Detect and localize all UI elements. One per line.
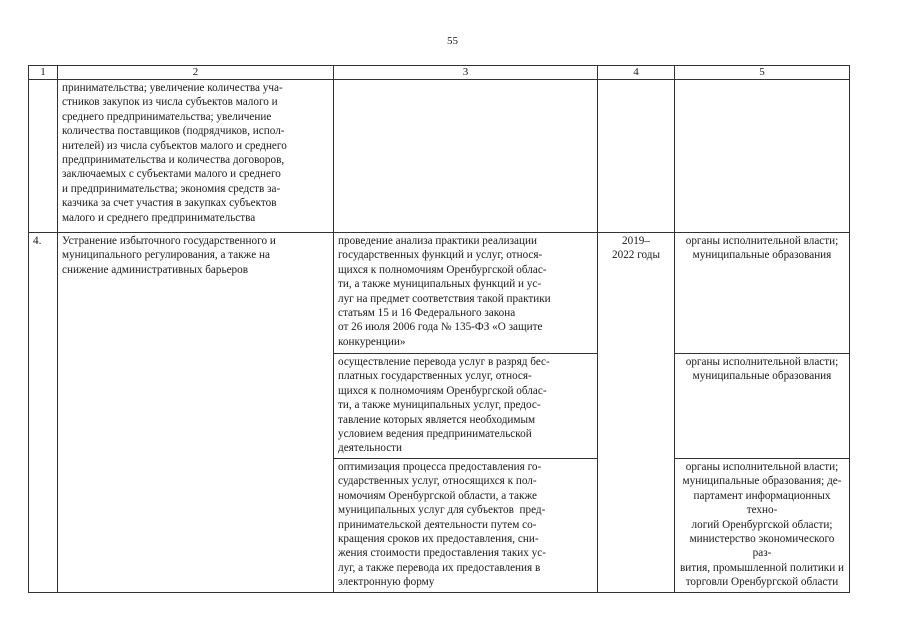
text-line: щихся к полномочиям Оренбургской облас- bbox=[338, 384, 547, 397]
executor-cell-3 bbox=[675, 459, 850, 593]
text-line: от 26 июля 2006 года № 135-ФЗ «О защите bbox=[338, 321, 543, 334]
text-line: Устранение избыточного государственного и bbox=[62, 235, 276, 247]
cont-task-cell bbox=[58, 80, 334, 233]
text-line: предпринимательства и количества договоров, bbox=[62, 154, 285, 167]
task-cell bbox=[58, 233, 334, 593]
text-line: государственных функций и услуг, относя- bbox=[338, 249, 543, 262]
text-line: малого и среднего предпринимательства bbox=[62, 211, 256, 224]
cont-measure-cell bbox=[334, 80, 598, 233]
executor-cell-2 bbox=[675, 354, 850, 459]
period-line: 2019– bbox=[622, 235, 650, 247]
text-line: платных государственных услуг, относя- bbox=[338, 370, 532, 383]
header-cell-5: 5 bbox=[675, 66, 850, 80]
text-line: органы исполнительной власти; bbox=[685, 356, 839, 368]
header-cell-4: 4 bbox=[598, 66, 675, 80]
measure-cell-1 bbox=[334, 233, 598, 354]
text-line: кращения сроков их предоставления, сни- bbox=[338, 533, 539, 546]
text-line: нителей) из числа субъектов малого и среднего bbox=[62, 139, 287, 152]
text-line: тавление которых является необходимым bbox=[338, 413, 536, 426]
text-line: заключаемых с субъектами малого и среднего bbox=[62, 168, 281, 181]
text-line: статьям 15 и 16 Федерального закона bbox=[338, 307, 516, 320]
period-cell bbox=[598, 233, 675, 593]
text-line: принимательской деятельности путем со- bbox=[338, 518, 537, 531]
text-line: органы исполнительной власти; bbox=[685, 235, 839, 247]
text-line: деятельности bbox=[338, 442, 403, 455]
text-line: номочиям Оренбургской области, а также bbox=[338, 489, 537, 502]
text-line: условием ведения предпринимательской bbox=[338, 428, 532, 441]
text-line: конкуренции» bbox=[338, 335, 406, 348]
text-line: ти, а также муниципальных услуг, предос- bbox=[338, 399, 541, 412]
text-line: осуществление перевода услуг в разряд бес- bbox=[338, 356, 550, 368]
text-line: партамент информационных техно- bbox=[693, 489, 831, 517]
text-line: проведение анализа практики реализации bbox=[338, 235, 537, 247]
text-line: муниципальные образования bbox=[692, 249, 832, 262]
cont-period-cell bbox=[598, 80, 675, 233]
text-line: казчика за счет участия в закупках субъектов bbox=[62, 197, 277, 210]
text-line: оптимизация процесса предоставления го- bbox=[338, 461, 542, 473]
text-line: жения стоимости предоставления таких ус- bbox=[338, 547, 546, 560]
measure-cell-2 bbox=[334, 354, 598, 459]
header-cell-3: 3 bbox=[334, 66, 598, 80]
text-line: органы исполнительной власти; bbox=[685, 461, 839, 473]
header-cell-2: 2 bbox=[58, 66, 334, 80]
text-line: муниципального регулирования, а также на bbox=[62, 249, 270, 262]
table-row-4-measure-1 bbox=[29, 233, 850, 354]
text-line: министерство экономического раз- bbox=[689, 533, 835, 560]
text-line: количества поставщиков (подрядчиков, испол- bbox=[62, 125, 285, 138]
cont-number-cell bbox=[29, 80, 58, 233]
measures-table bbox=[28, 65, 850, 593]
cont-executor-cell bbox=[675, 80, 850, 233]
text-line: снижение административных барьеров bbox=[62, 263, 249, 276]
table-header-row bbox=[29, 66, 850, 80]
text-line: сударственных услуг, относящихся к пол- bbox=[338, 475, 537, 488]
text-line: торговли Оренбургской области bbox=[685, 576, 839, 589]
table-row-continuation bbox=[29, 80, 850, 233]
text-line: среднего предпринимательства; увеличение bbox=[62, 110, 272, 123]
text-line: логий Оренбургской области; bbox=[691, 518, 833, 531]
text-line: муниципальных услуг для субъектов пред- bbox=[338, 504, 546, 517]
period-line: 2022 годы bbox=[612, 249, 660, 262]
text-line: стников закупок из числа субъектов малого и bbox=[62, 96, 278, 109]
text-line: вития, промышленной политики и bbox=[679, 561, 845, 574]
page-number: 55 bbox=[447, 35, 458, 47]
text-line: ти, а также муниципальных функций и ус- bbox=[338, 278, 542, 291]
text-line: щихся к полномочиям Оренбургской облас- bbox=[338, 263, 547, 276]
text-line: электронную форму bbox=[338, 576, 435, 589]
text-line: луг на предмет соответствия такой практики bbox=[338, 292, 551, 305]
executor-cell-1 bbox=[675, 233, 850, 354]
text-line: и предпринимательства; экономия средств за- bbox=[62, 182, 281, 195]
text-line: муниципальные образования bbox=[692, 370, 832, 383]
header-cell-1: 1 bbox=[29, 66, 58, 80]
text-line: луг, а также перевода их предоставления в bbox=[338, 561, 541, 574]
text-line: принимательства; увеличение количества уча- bbox=[62, 82, 283, 94]
row-number-cell: 4. bbox=[29, 233, 58, 593]
measure-cell-3 bbox=[334, 459, 598, 593]
text-line: муниципальные образования; де- bbox=[682, 475, 842, 488]
